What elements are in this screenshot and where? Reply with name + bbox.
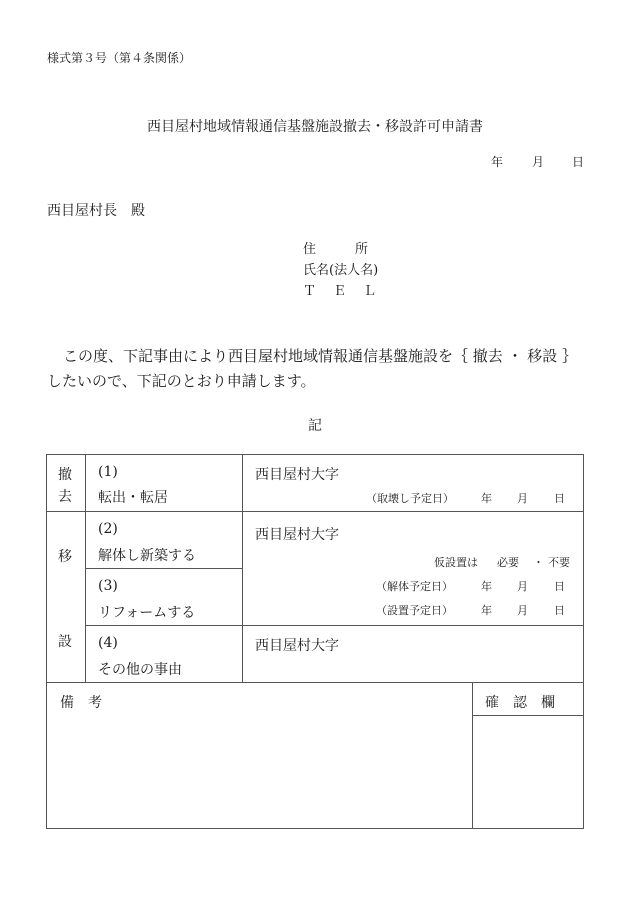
temp-install-label: 仮設置は <box>434 556 478 569</box>
form-number: 様式第３号（第４条関係） <box>47 51 192 65</box>
table-rule-row3 <box>85 625 583 626</box>
row4-location: 西目屋村大字 <box>255 638 339 654</box>
request-statement-line1: この度、下記事由により西目屋村地域情報通信基盤施設を｛ 撤去 ・ 移設 ｝ <box>63 347 578 365</box>
dismantle-day: 日 <box>554 580 565 593</box>
table-rule-row4 <box>46 682 583 683</box>
row2-location: 西目屋村大字 <box>255 527 339 543</box>
install-date-label: （設置予定日） <box>376 604 453 617</box>
row1-location: 西目屋村大字 <box>255 467 339 483</box>
confirm-field[interactable] <box>473 716 583 827</box>
date-month-label: 月 <box>532 155 545 169</box>
row2-reason: 解体し新築する <box>98 548 196 564</box>
form-title: 西目屋村地域情報通信基盤施設撤去・移設許可申請書 <box>147 119 483 135</box>
install-year: 年 <box>481 604 492 617</box>
group-relocation-char2: 設 <box>58 634 72 650</box>
dismantle-year: 年 <box>481 580 492 593</box>
row4-reason: その他の事由 <box>98 662 182 678</box>
group-relocation-char1: 移 <box>58 549 72 565</box>
row1-number: (1) <box>98 464 118 480</box>
demolition-month: 月 <box>517 492 528 505</box>
install-day: 日 <box>554 604 565 617</box>
temp-install-separator: ・ <box>533 556 544 569</box>
table-border-top <box>46 454 583 455</box>
row2-number: (2) <box>98 521 118 537</box>
temp-install-need: 必要 <box>497 556 519 569</box>
row3-number: (3) <box>98 578 118 594</box>
group-removal-char2: 去 <box>58 489 72 505</box>
request-statement-line2: したいので、下記のとおり申請します。 <box>47 372 316 390</box>
table-rule-row1 <box>46 511 583 512</box>
applicant-address-label: 住 所 <box>303 242 369 257</box>
confirm-label: 確 認 欄 <box>485 695 555 711</box>
table-rule-row2 <box>85 568 242 569</box>
ki-heading: 記 <box>308 418 322 434</box>
table-border-bottom <box>46 828 583 829</box>
install-month: 月 <box>517 604 528 617</box>
row3-reason: リフォームする <box>98 605 196 621</box>
applicant-tel-label: Ｔ Ｅ Ｌ <box>303 284 377 299</box>
row4-number: (4) <box>98 635 118 651</box>
group-column-divider <box>85 454 86 682</box>
row1-reason: 転出・転居 <box>98 490 168 506</box>
table-border-right <box>583 454 584 829</box>
temp-install-not-need: 不要 <box>548 556 570 569</box>
group-removal-char1: 撤 <box>58 467 72 483</box>
demolition-date-label: （取壊し予定日） <box>366 492 454 505</box>
addressee: 西目屋村長 殿 <box>47 203 145 219</box>
dismantle-date-label: （解体予定日） <box>376 580 453 593</box>
reason-column-divider <box>242 454 243 682</box>
demolition-day: 日 <box>554 492 565 505</box>
applicant-name-label: 氏名(法人名) <box>303 263 379 278</box>
date-day-label: 日 <box>572 155 585 169</box>
dismantle-month: 月 <box>517 580 528 593</box>
date-year-label: 年 <box>491 155 504 169</box>
demolition-year: 年 <box>481 492 492 505</box>
remarks-field[interactable] <box>47 715 472 827</box>
remarks-label: 備 考 <box>60 695 102 711</box>
